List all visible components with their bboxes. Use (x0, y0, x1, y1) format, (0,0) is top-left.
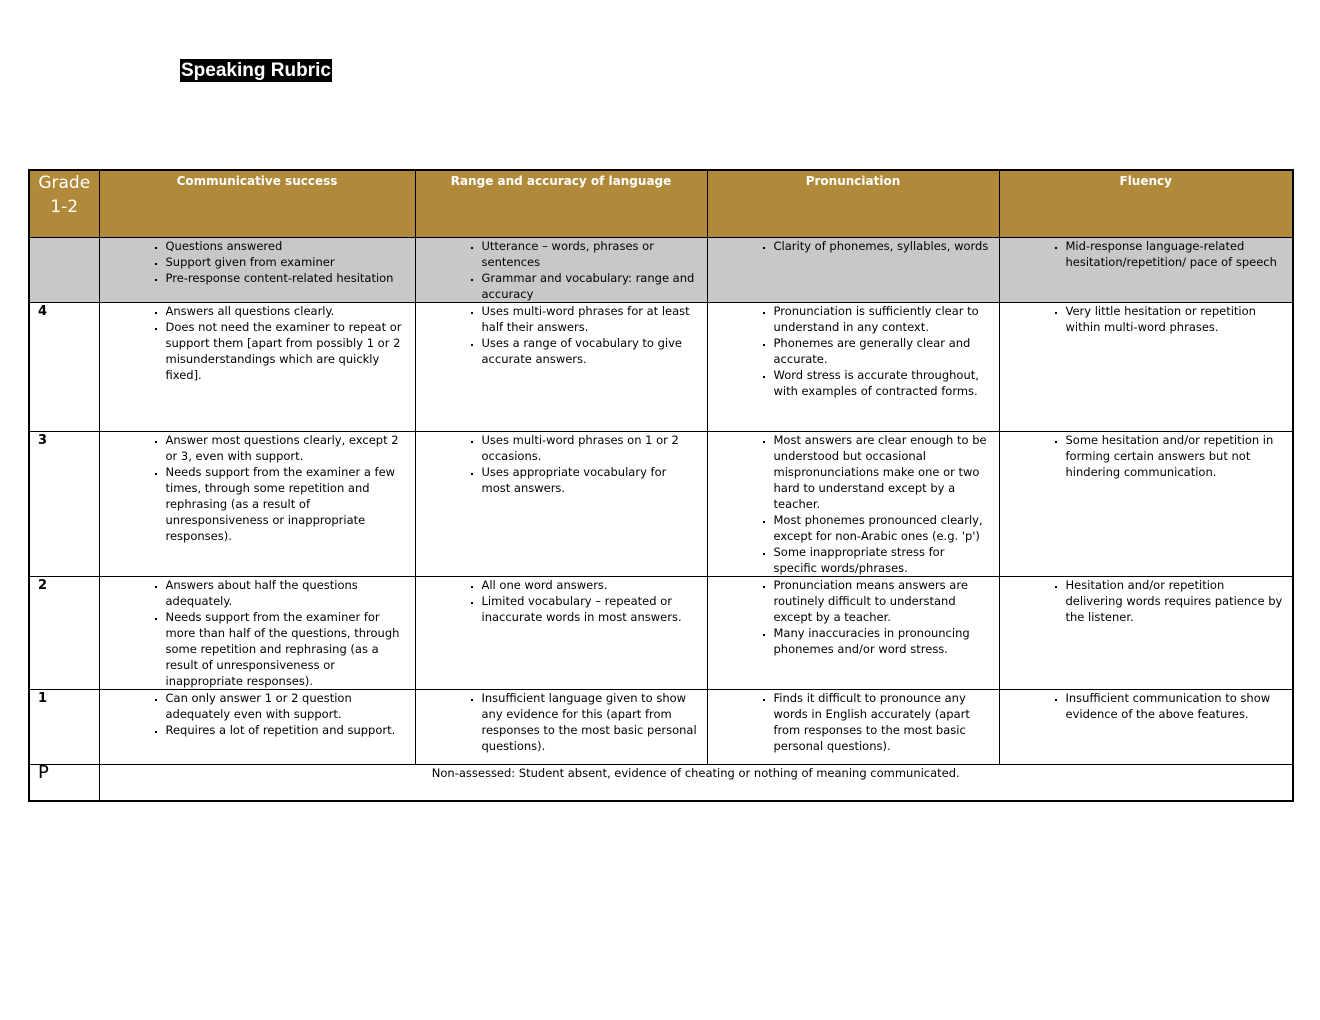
grade-header-label: Grade (38, 173, 91, 193)
header-row (29, 170, 1293, 237)
grade-label: P (29, 764, 99, 801)
bullet-list (100, 238, 415, 286)
grade-column-header (29, 170, 99, 237)
bullet-list (1000, 577, 1293, 625)
bullet-item: ▪ Pre-response content-related hesitation (166, 270, 407, 286)
bullet-item: ▪ Some hesitation and/or repetition in forming certain answers but not hindering communication. (1066, 432, 1285, 480)
descriptor-cell (99, 431, 415, 576)
descriptor-cell (707, 576, 999, 689)
bullet-item: ▪ Answer most questions clearly, except 2 or 3, even with support. (166, 432, 407, 464)
column-header-range-accuracy: Range and accuracy of language (415, 170, 707, 237)
criteria-grade-cell (29, 237, 99, 302)
descriptor-cell (415, 302, 707, 431)
bullet-item: ▪ Mid-response language-related hesitation/repetition/ pace of speech (1066, 238, 1285, 270)
bullet-list (708, 303, 999, 399)
bullet-list (100, 303, 415, 383)
bullet-list (100, 577, 415, 689)
speaking-rubric-table (28, 169, 1294, 802)
bullet-list (416, 432, 707, 496)
bullet-item: ▪ Grammar and vocabulary: range and accuracy (482, 270, 699, 302)
bullet-list (708, 432, 999, 576)
descriptor-cell (707, 431, 999, 576)
bullet-item: ▪ Support given from examiner (166, 254, 407, 270)
grade-row-p (29, 764, 1293, 801)
descriptor-cell (999, 689, 1293, 764)
grade-label: 4 (29, 302, 99, 431)
bullet-list (100, 690, 415, 738)
grade-label: 2 (29, 576, 99, 689)
bullet-list (416, 303, 707, 367)
bullet-item: ▪ Some inappropriate stress for specific words/phrases. (774, 544, 991, 576)
bullet-list (416, 690, 707, 754)
criteria-cell (999, 237, 1293, 302)
bullet-list (1000, 303, 1293, 335)
grade-row-2 (29, 576, 1293, 689)
descriptor-cell (999, 302, 1293, 431)
descriptor-cell (415, 689, 707, 764)
descriptor-cell (99, 302, 415, 431)
criteria-cell (99, 237, 415, 302)
descriptor-cell (99, 689, 415, 764)
bullet-item: ▪ Limited vocabulary – repeated or inaccurate words in most answers. (482, 593, 699, 625)
bullet-item: ▪ Answers all questions clearly. (166, 303, 407, 319)
bullet-item: ▪ Very little hesitation or repetition within multi-word phrases. (1066, 303, 1285, 335)
grade-row-3 (29, 431, 1293, 576)
bullet-item: ▪ Does not need the examiner to repeat or support them [apart from possibly 1 or 2 misunderstandings which are quickly fixed]. (166, 319, 407, 383)
bullet-item: ▪ Finds it difficult to pronounce any words in English accurately (apart from responses to the most basic personal questions). (774, 690, 991, 754)
bullet-list (1000, 690, 1293, 722)
bullet-item: ▪ Pronunciation is sufficiently clear to understand in any context. (774, 303, 991, 335)
bullet-item: ▪ Insufficient language given to show any evidence for this (apart from responses to the most basic personal questions). (482, 690, 699, 754)
bullet-item: ▪ Needs support from the examiner a few times, through some repetition and rephrasing (as a result of unresponsiveness or inappropriate responses). (166, 464, 407, 544)
descriptor-cell (415, 576, 707, 689)
bullet-item: ▪ Questions answered (166, 238, 407, 254)
bullet-list (100, 432, 415, 544)
grade-row-4 (29, 302, 1293, 431)
descriptor-cell (999, 576, 1293, 689)
grade-label: 1 (29, 689, 99, 764)
bullet-item: ▪ Uses multi-word phrases for at least half their answers. (482, 303, 699, 335)
bullet-list (416, 577, 707, 625)
bullet-item: ▪ Utterance – words, phrases or sentences (482, 238, 699, 270)
bullet-item: ▪ Requires a lot of repetition and support. (166, 722, 407, 738)
criteria-row (29, 237, 1293, 302)
bullet-list (1000, 238, 1293, 270)
bullet-item: ▪ Most phonemes pronounced clearly, except for non-Arabic ones (e.g. 'p') (774, 512, 991, 544)
grade-row-1 (29, 689, 1293, 764)
bullet-item: ▪ Most answers are clear enough to be understood but occasional mispronunciations make one or two hard to understand except by a teacher. (774, 432, 991, 512)
bullet-item: ▪ Needs support from the examiner for more than half of the questions, through some repetition and rephrasing (as a result of unresponsiveness or inappropriate responses). (166, 609, 407, 689)
column-header-fluency: Fluency (999, 170, 1293, 237)
criteria-cell (415, 237, 707, 302)
bullet-item: ▪ Word stress is accurate throughout, with examples of contracted forms. (774, 367, 991, 399)
bullet-list (708, 577, 999, 657)
descriptor-cell (707, 302, 999, 431)
bullet-item: ▪ Uses a range of vocabulary to give accurate answers. (482, 335, 699, 367)
bullet-item: ▪ Uses multi-word phrases on 1 or 2 occasions. (482, 432, 699, 464)
document-title: Speaking Rubric (181, 60, 331, 81)
bullet-item: ▪ Clarity of phonemes, syllables, words (774, 238, 991, 254)
grade-header-range: 1-2 (50, 197, 79, 217)
bullet-list (416, 238, 707, 302)
bullet-item: ▪ Uses appropriate vocabulary for most answers. (482, 464, 699, 496)
column-header-communicative-success: Communicative success (99, 170, 415, 237)
bullet-item: ▪ Insufficient communication to show evidence of the above features. (1066, 690, 1285, 722)
bullet-list (708, 690, 999, 754)
bullet-list (1000, 432, 1293, 480)
criteria-cell (707, 237, 999, 302)
bullet-item: ▪ Can only answer 1 or 2 question adequately even with support. (166, 690, 407, 722)
descriptor-cell (415, 431, 707, 576)
descriptor-cell (99, 576, 415, 689)
column-header-pronunciation: Pronunciation (707, 170, 999, 237)
bullet-item: ▪ Hesitation and/or repetition delivering words requires patience by the listener. (1066, 577, 1285, 625)
bullet-item: ▪ Answers about half the questions adequately. (166, 577, 407, 609)
grade-label: 3 (29, 431, 99, 576)
descriptor-cell (999, 431, 1293, 576)
bullet-item: ▪ Pronunciation means answers are routinely difficult to understand except by a teacher. (774, 577, 991, 625)
bullet-item: ▪ Phonemes are generally clear and accurate. (774, 335, 991, 367)
bullet-list (708, 238, 999, 254)
non-assessed-note: Non-assessed: Student absent, evidence of cheating or nothing of meaning communicated. (99, 764, 1293, 801)
descriptor-cell (707, 689, 999, 764)
bullet-item: ▪ All one word answers. (482, 577, 699, 593)
bullet-item: ▪ Many inaccuracies in pronouncing phonemes and/or word stress. (774, 625, 991, 657)
